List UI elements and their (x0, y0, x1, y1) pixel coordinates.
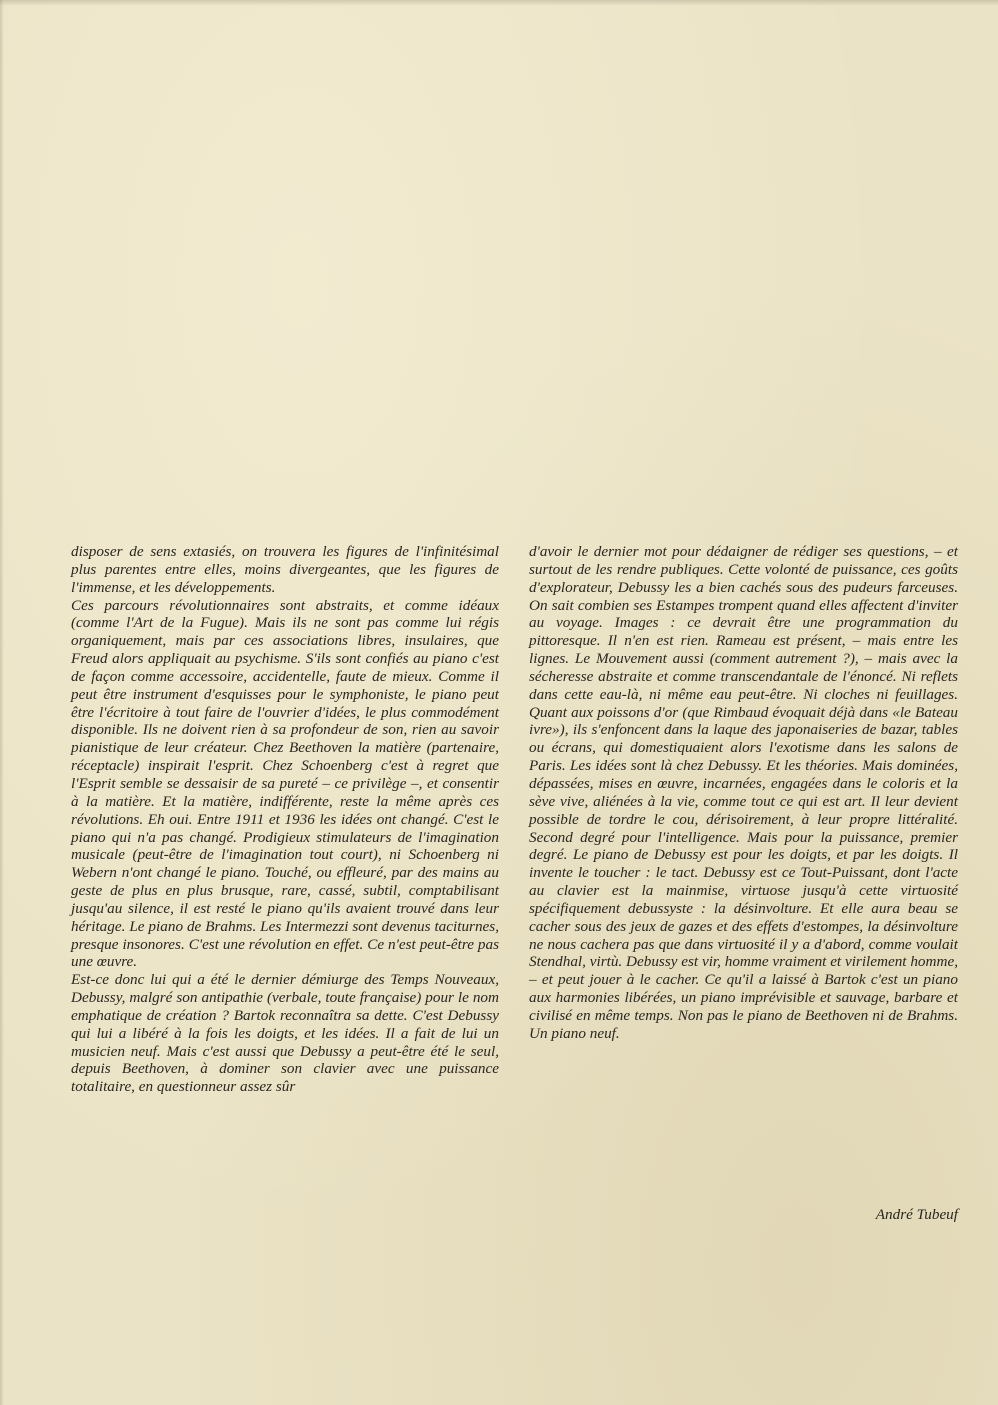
author-signature: André Tubeuf (875, 1206, 958, 1223)
paragraph: disposer de sens extasiés, on trouvera les figures de l'infinitésimal plus parentes entre elles, moins divergeantes, que les figures de l'immense, et les développements. (71, 543, 499, 596)
paragraph: d'avoir le dernier mot pour dédaigner de rédiger ses questions, – et surtout de les rendre publiques. Cette volonté de puissance, ces goûts d'explorateur, Debussy les a bien cachés sous des pudeurs farceuses. On sait combien ses Estampes trompent quand elles affectent d'inviter au voyage. Images : ce devrait être une programmation du pittoresque. Il n'en est rien. Rameau est présent, – mais entre les lignes. Le Mouvement aussi (comment autrement ?), – mais avec la sécheresse abstraite et comme transcendantale de l'énoncé. Ni reflets dans cette eau-là, ni même eau peut-être. Ni cloches ni feuillages. Quant aux poissons d'or (que Rimbaud évoquait déjà dans «le Bateau ivre»), ils s'enfoncent dans la laque des japonaiseries de bazar, tables ou écrans, qui domestiquaient alors l'exotisme dans les salons de Paris. Les idées sont là chez Debussy. Et les théories. Mais dominées, dépassées, mises en œuvre, incarnées, engagées dans le coloris et la sève vive, aliénées à la vie, comme tout ce qui est art. Il leur devient possible de tordre le cou, dérisoirement, à leur propre littéralité. Second degré pour l'intelligence. Mais pour la puissance, premier degré. Le piano de Debussy est pour les doigts, et par les doigts. Il invente le toucher : le tact. Debussy est ce Tout-Puissant, dont l'acte au clavier est la mainmise, virtuose jusqu'à cette virtuosité spécifiquement debussyste : la désinvolture. Et elle aura beau se cacher sous des jeux de gazes et des effets d'estompes, la désinvolture ne nous cachera pas que dans virtuosité il y a d'abord, comme voulait Stendhal, virtù. Debussy est vir, homme vraiment et virilement homme, – et peut jouer à le cacher. Ce qu'il a laissé à Bartok c'est un piano aux harmonies libérées, un piano imprévisible et sauvage, barbare et civilisé en même temps. Non pas le piano de Beethoven ni de Brahms. Un piano neuf. (529, 543, 958, 1042)
paragraph: Est-ce donc lui qui a été le dernier démiurge des Temps Nouveaux, Debussy, malgré son antipathie (verbale, toute française) pour le nom emphatique de création ? Bartok reconnaîtra sa dette. C'est Debussy qui lui a libéré à la fois les doigts, et les idées. Il a fait de lui un musicien neuf. Mais c'est aussi que Debussy a peut-être été le seul, depuis Beethoven, à dominer son clavier avec une puissance totalitaire, en questionneur assez sûr (71, 971, 499, 1096)
article-column-left (71, 543, 499, 1096)
page-top-edge (0, 0, 998, 6)
article-column-right (529, 543, 958, 1043)
page-left-edge (0, 0, 4, 1405)
paragraph: Ces parcours révolutionnaires sont abstraits, et comme idéaux (comme l'Art de la Fugue). Mais ils ne sont pas comme lui régis organiquement, mais par ces associations libres, insulaires, que Freud alors appliquait au psychisme. S'ils sont confiés au piano c'est de façon comme accessoire, accidentelle, faute de mieux. Comme il peut être instrument d'esquisses pour le symphoniste, le piano peut être l'écritoire à tout faire de l'ouvrier d'idées, le plus commodément disponible. Ils ne doivent rien à sa profondeur de son, rien au savoir pianistique de leur créateur. Chez Beethoven la matière (partenaire, réceptacle) inspirait l'esprit. Chez Schoenberg c'est à regret que l'Esprit semble se dessaisir de sa pureté – ce privilège –, et consentir à la matière. Et la matière, indifférente, reste la même après ces révolutions. Eh oui. Entre 1911 et 1936 les idées ont changé. C'est le piano qui n'a pas changé. Prodigieux stimulateurs de l'imagination musicale (peut-être de l'imagination tout court), ni Schoenberg ni Webern n'ont changé le piano. Touché, ou effleuré, par des mains au geste de plus en plus brusque, rare, cassé, subtil, comptabilisant jusqu'au silence, il est resté le piano qu'ils avaient trouvé dans leur héritage. Le piano de Brahms. Les Intermezzi sont devenus taciturnes, presque insonores. C'est une révolution en effet. Ce n'est peut-être pas une œuvre. (71, 596, 499, 971)
